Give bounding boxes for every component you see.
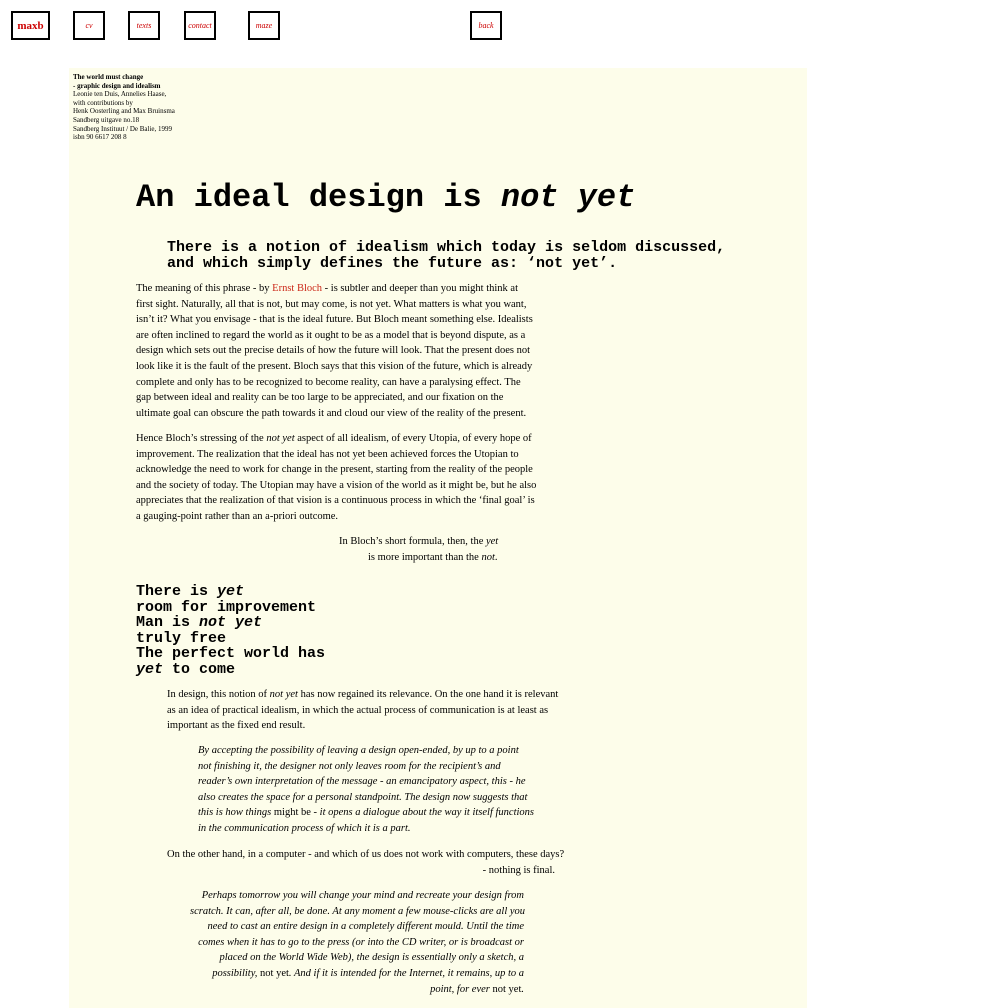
nav-maze-button[interactable]: maze (248, 11, 280, 40)
text-span: - it opens a dialogue about the way it itself functions (310, 807, 535, 819)
colophon-subtitle: - graphic design and idealism (73, 81, 161, 90)
para-line: a gauging-point rather than an a-priori outcome. (136, 510, 339, 522)
para-line: first sight. Naturally, all that is not, but may come, is not yet. What matters is what you want, (136, 298, 527, 310)
text-span: not yet (260, 967, 289, 979)
paragraph-2 (136, 431, 536, 525)
para-line (190, 982, 524, 998)
poem-line: truly free (136, 629, 227, 647)
poem-line (136, 584, 325, 600)
text-span: not yet (492, 983, 522, 995)
text-span: . (521, 983, 524, 995)
poem-line (136, 615, 325, 631)
text-span: In design, this notion of (167, 689, 270, 700)
nav-maxb-button[interactable]: maxb (11, 11, 50, 40)
text-span: yet (217, 583, 245, 600)
para-line: need to cast an entire design in a completely different mould. Until the time (207, 921, 524, 933)
text-span: yet (485, 536, 499, 547)
para-line: reader’s own interpretation of the message - an emancipatory aspect, this - he (198, 776, 526, 788)
bloch-formula (339, 534, 498, 565)
colophon-isbn: isbn 90 6617 208 8 (73, 133, 127, 142)
para-line: - nothing is final. (482, 864, 555, 876)
para-line: By accepting the possibility of leaving a design open-ended, by up to a point (198, 745, 519, 756)
text-span: might be (273, 807, 311, 819)
colophon (73, 73, 233, 142)
text-span: not yet (269, 689, 298, 700)
text-span: Man is (136, 614, 200, 632)
para-line: as an idea of practical idealism, in which the actual process of communication is at least as (167, 704, 549, 716)
para-line: and the society of today. The Utopian may have a vision of the world as it might be, but he also (136, 479, 537, 491)
poem-line: room for improvement (136, 598, 317, 616)
para-line (167, 687, 558, 703)
paragraph-3 (167, 687, 558, 734)
para-line: important as the fixed end result. (167, 720, 306, 732)
para-line (339, 534, 498, 550)
text-span: - is subtler and deeper than you might think at (322, 283, 519, 294)
nav-contact-button[interactable]: contact (184, 11, 216, 40)
subtitle (167, 240, 725, 272)
nav-back-button[interactable]: back (470, 11, 502, 40)
para-line: not finishing it, the designer not only leaves room for the recipient’s and (198, 760, 501, 772)
ernst-bloch-link[interactable]: Ernst Bloch (272, 283, 323, 294)
para-line: look like it is the fault of the present. Bloch says that this vision of the future, which is already (136, 360, 533, 372)
text-span: not (481, 551, 495, 563)
text-span: not yet (266, 433, 295, 444)
page-title-prefix: An ideal design is (136, 179, 501, 216)
text-span: possibility, (212, 967, 261, 979)
subtitle-line: and which simply defines the future as: ‘not yet’. (167, 255, 618, 272)
para-line: comes when it has to go to the press (or into the CD writer, or is broadcast or (198, 936, 524, 948)
para-line: scratch. It can, after all, be done. At any moment a few mouse-clicks are all you (190, 905, 526, 917)
subtitle-line: There is a notion of idealism which today is seldom discussed, (167, 239, 726, 256)
colophon-series: Sandberg uitgave no.18 (73, 115, 140, 124)
poem-line: The perfect world has (136, 645, 326, 663)
para-line: placed on the World Wide Web), the design is essentially only a sketch, a (219, 952, 524, 964)
para-line: acknowledge the need to work for change in the present, starting from the reality of the people (136, 464, 533, 476)
text-span: aspect of all idealism, of every Utopia, of every hope of (294, 433, 532, 444)
page-title (136, 179, 635, 217)
colophon-authors: Leonie ten Duis, Annelies Haase, (73, 90, 167, 99)
para-line: design which sets out the precise details of how the future will look. That the present does not (136, 345, 531, 357)
text-span: to come (163, 660, 236, 678)
paragraph-4 (198, 743, 534, 837)
para-line: On the other hand, in a computer - and which of us does not work with computers, these days? (167, 849, 565, 860)
text-span: this is how things (198, 807, 274, 819)
text-span: point, for ever (430, 983, 493, 995)
poem (136, 584, 325, 678)
para-line (198, 805, 534, 821)
paragraph-1 (136, 281, 533, 421)
nav-cv-button[interactable]: cv (73, 11, 105, 40)
nav-texts-button[interactable]: texts (128, 11, 160, 40)
text-span: has now regained its relevance. On the one hand it is relevant (297, 689, 559, 700)
para-line: appreciates that the realization of that vision is a continuous process in which the ‘final goal’ is (136, 495, 535, 507)
poem-line (136, 662, 325, 678)
colophon-title: The world must change (73, 73, 144, 81)
text-span: . (494, 551, 498, 563)
paragraph-5 (167, 847, 565, 878)
para-line (339, 550, 498, 566)
page-title-emphasis: not yet (500, 179, 636, 216)
text-span: In Bloch’s short formula, then, the (339, 536, 486, 547)
colophon-publisher: Sandberg Instituut / De Balie, 1999 (73, 124, 173, 133)
para-line: in the communication process of which it is a part. (198, 822, 411, 834)
para-line: ultimate goal can obscure the path towards it and cloud our view of the reality of the present. (136, 407, 527, 419)
text-span: not yet (199, 614, 263, 632)
text-span: There is (136, 583, 218, 600)
para-line: complete and only has to be recognized to become reality, can have a paralysing effect. The (136, 376, 521, 388)
paragraph-6 (190, 888, 524, 997)
colophon-contrib: with contributions by (73, 98, 133, 107)
colophon-contributors: Henk Oosterling and Max Bruinsma (73, 107, 175, 116)
text-span: yet (136, 660, 164, 678)
text-span: . And if it is intended for the Internet, it remains, up to a (288, 967, 524, 979)
para-line: are often inclined to regard the world as it ought to be as a model that is beyond dispute, as a (136, 329, 526, 341)
para-line (136, 281, 533, 297)
text-span: is more important than the (368, 551, 482, 563)
para-line (136, 431, 536, 447)
text-span: The meaning of this phrase - by (136, 283, 273, 294)
text-span: Hence Bloch’s stressing of the (136, 433, 267, 444)
para-line: also creates the space for a personal standpoint. The design now suggests that (198, 791, 528, 803)
para-line: gap between ideal and reality can be too large to be appreciated, and our fixation on the (136, 392, 504, 404)
para-line: isn’t it? What you envisage - that is the ideal future. But Bloch meant something else. Idealists (136, 314, 533, 326)
para-line: improvement. The realization that the ideal has not yet been achieved forces the Utopian to (136, 448, 519, 460)
para-line: Perhaps tomorrow you will change your mind and recreate your design from (201, 890, 524, 901)
para-line (190, 966, 524, 982)
